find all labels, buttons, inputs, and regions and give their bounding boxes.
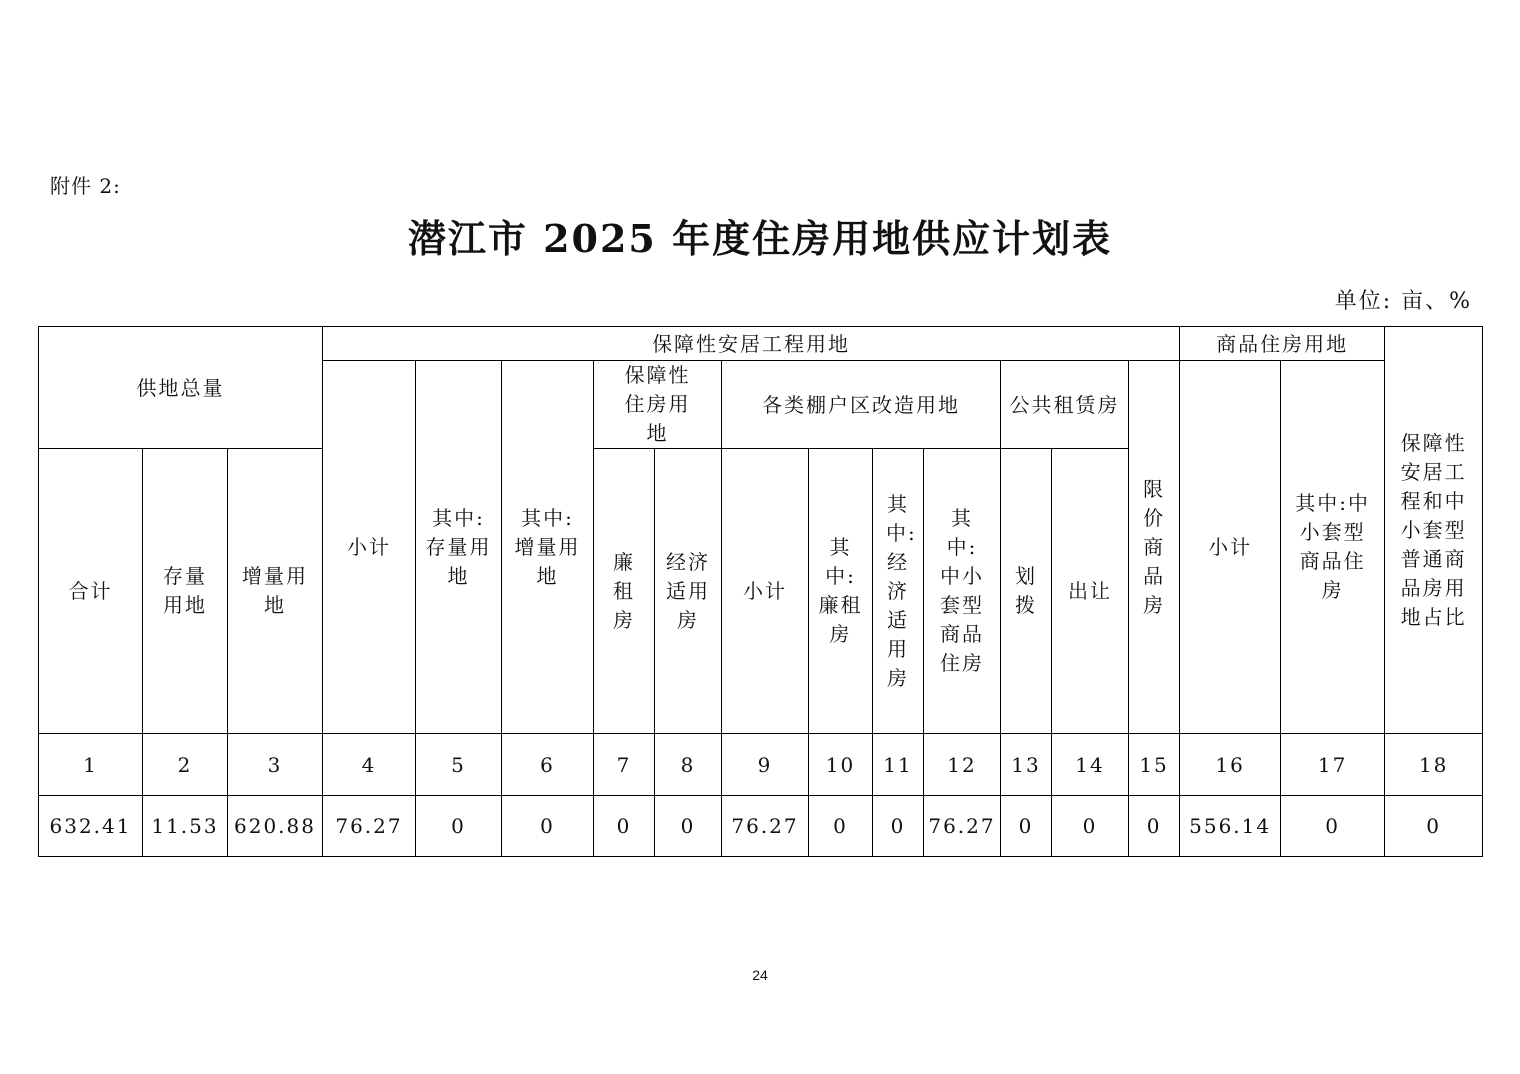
header-allocation: 划拨 [1001,449,1052,734]
unit-label: 单位: 亩、% [1334,289,1472,314]
column-number: 18 [1385,734,1483,796]
column-number: 9 [722,734,809,796]
page-number: 24 [752,967,768,983]
header-price-limited: 限价商品房 [1129,361,1180,734]
value-cell-increment: 620.88 [228,796,323,857]
column-number: 15 [1129,734,1180,796]
header-subtotal: 小计 [323,361,416,734]
column-number: 6 [502,734,594,796]
column-number: 14 [1052,734,1129,796]
header-total: 合计 [39,449,143,734]
column-number: 11 [873,734,924,796]
value-cell: 0 [873,796,924,857]
column-number: 3 [228,734,323,796]
value-cell: 0 [1001,796,1052,857]
header-shantytown-renovation: 各类棚户区改造用地 [722,361,1001,449]
header-transfer: 出让 [1052,449,1129,734]
value-cell: 76.27 [722,796,809,857]
header-of-which-small-commercial: 其中:中小套型商品住房 [924,449,1001,734]
column-number: 5 [416,734,502,796]
header-public-rental: 公共租赁房 [1001,361,1129,449]
header-ratio: 保障性安居工程和中小套型普通商品房用地占比 [1385,327,1483,734]
value-cell: 0 [416,796,502,857]
land-supply-table [38,326,1483,857]
header-guarantee-housing-land: 保障性安居工程用地 [323,327,1180,361]
value-cell: 76.27 [924,796,1001,857]
value-cell: 0 [594,796,655,857]
column-number: 2 [143,734,228,796]
value-cell: 556.14 [1180,796,1281,857]
column-number: 4 [323,734,416,796]
value-cell: 0 [655,796,722,857]
column-number: 17 [1281,734,1385,796]
header-low-rent: 廉租房 [594,449,655,734]
header-of-which-low-rent: 其中:廉租房 [809,449,873,734]
value-row [39,796,1483,857]
column-number: 12 [924,734,1001,796]
value-cell: 0 [1052,796,1129,857]
column-number: 10 [809,734,873,796]
header-stock-land: 存量用地 [143,449,228,734]
value-cell-total: 632.41 [39,796,143,857]
header-of-which-small-ordinary: 其中:中小套型商品住房 [1281,361,1385,734]
header-of-which-increment: 其中:增量用地 [502,361,594,734]
value-cell: 0 [1385,796,1483,857]
header-affordable: 经济适用房 [655,449,722,734]
column-number: 8 [655,734,722,796]
value-cell: 0 [809,796,873,857]
header-commercial-subtotal: 小计 [1180,361,1281,734]
value-cell-subtotal: 76.27 [323,796,416,857]
header-commercial-housing-land: 商品住房用地 [1180,327,1385,361]
column-number-row [39,734,1483,796]
page-title: 潜江市 2025 年度住房用地供应计划表 [407,216,1113,261]
column-number: 13 [1001,734,1052,796]
header-shanty-subtotal: 小计 [722,449,809,734]
column-number: 16 [1180,734,1281,796]
header-row-1 [39,327,1483,361]
header-supply-total: 供地总量 [39,327,323,449]
attachment-label: 附件 2: [50,174,121,198]
value-cell-stock: 11.53 [143,796,228,857]
value-cell: 0 [502,796,594,857]
header-of-which-affordable: 其中:经济适用房 [873,449,924,734]
header-of-which-stock: 其中:存量用地 [416,361,502,734]
value-cell: 0 [1129,796,1180,857]
header-guarantee-housing-sub: 保障性住房用地 [594,361,722,449]
value-cell: 0 [1281,796,1385,857]
header-increment-land: 增量用地 [228,449,323,734]
column-number: 7 [594,734,655,796]
column-number: 1 [39,734,143,796]
